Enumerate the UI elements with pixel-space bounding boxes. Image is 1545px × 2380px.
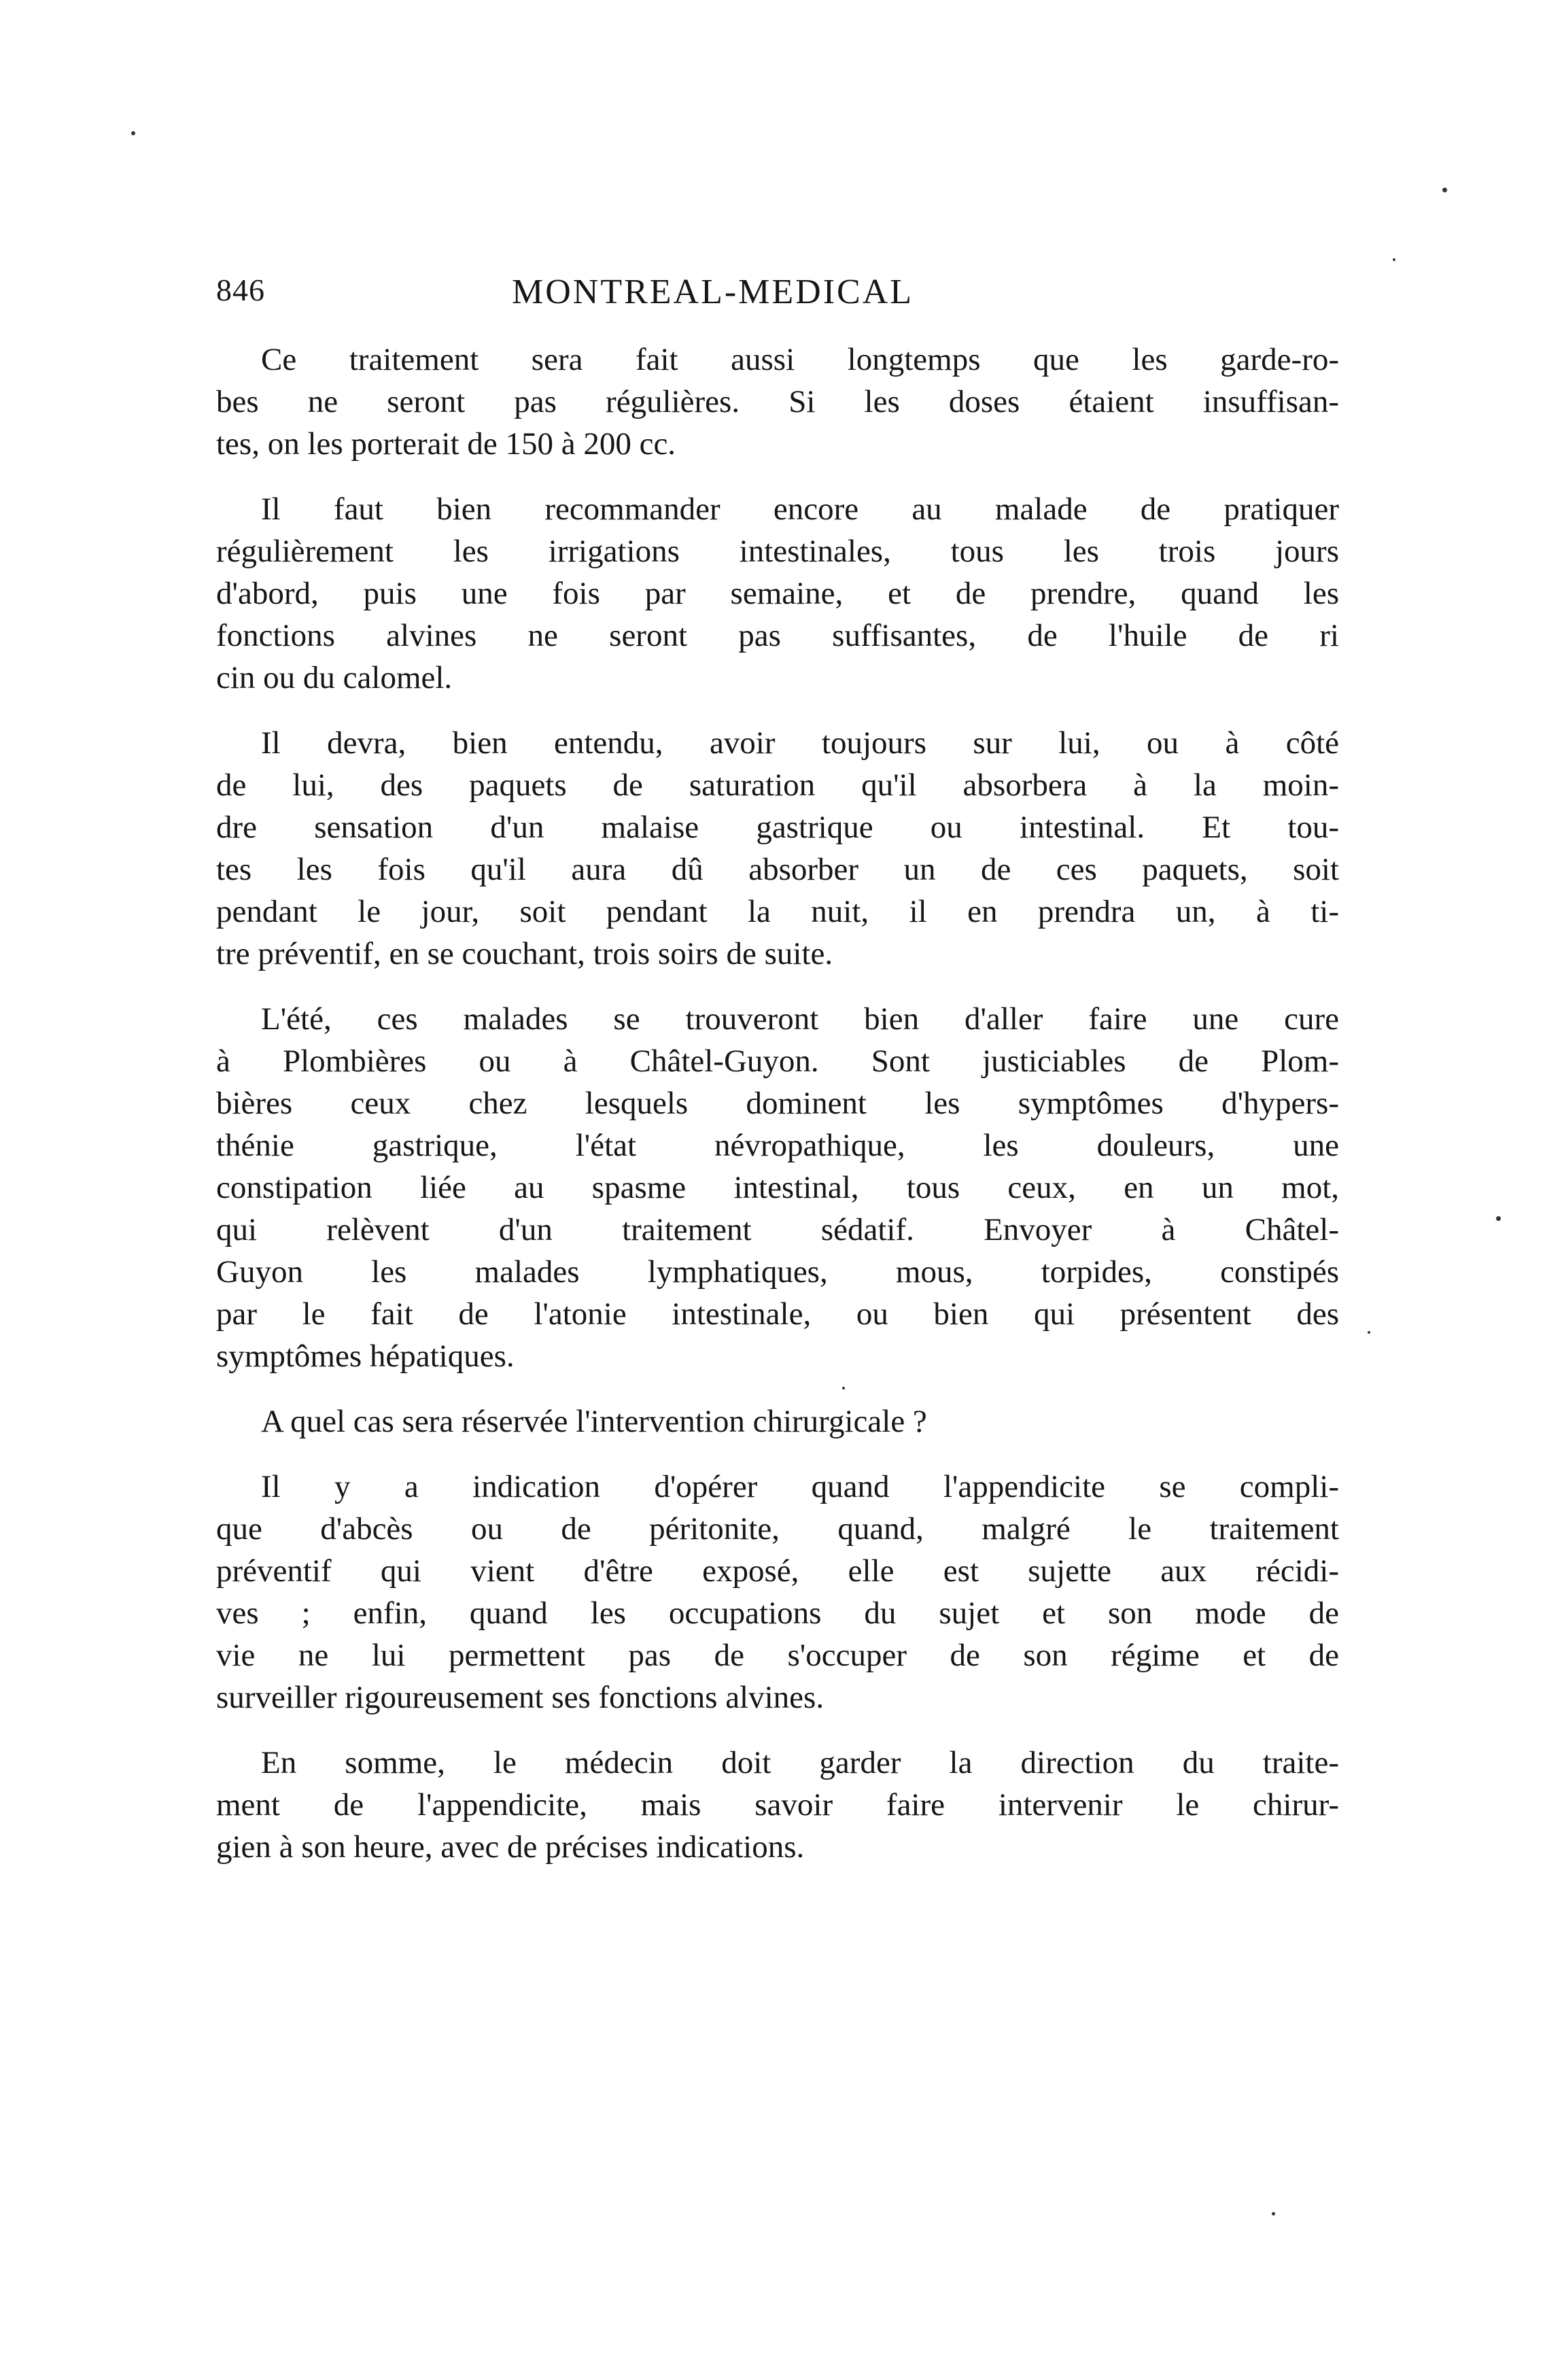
text-line: bières ceux chez lesquels dominent les symptômes d'hypers- bbox=[216, 1086, 1339, 1121]
text-line: gien à son heure, avec de précises indications. bbox=[216, 1829, 805, 1865]
text-line: Ce traitement sera fait aussi longtemps que les garde-ro- bbox=[261, 342, 1339, 377]
paragraph bbox=[216, 488, 1339, 699]
text-line: A quel cas sera réservée l'intervention chirurgicale ? bbox=[261, 1404, 927, 1439]
scan-speck bbox=[842, 1387, 845, 1390]
text-line: Il y a indication d'opérer quand l'appendicite se compli- bbox=[261, 1469, 1339, 1504]
text-line: fonctions alvines ne seront pas suffisantes, de l'huile de ri bbox=[216, 618, 1339, 653]
page-header bbox=[216, 272, 1338, 313]
text-line: tre préventif, en se couchant, trois soirs de suite. bbox=[216, 936, 833, 971]
scan-speck bbox=[1368, 1331, 1370, 1334]
running-title: MONTREAL-MEDICAL bbox=[512, 273, 914, 311]
scan-speck bbox=[1272, 2212, 1275, 2215]
page-number: 846 bbox=[216, 273, 265, 307]
paragraph bbox=[216, 339, 1339, 465]
paragraph bbox=[216, 998, 1339, 1377]
paragraph bbox=[216, 1466, 1339, 1719]
paragraph bbox=[216, 1742, 1339, 1868]
text-line: par le fait de l'atonie intestinale, ou bien qui présentent des bbox=[216, 1296, 1339, 1332]
text-line: régulièrement les irrigations intestinales, tous les trois jours bbox=[216, 534, 1339, 569]
text-line: L'été, ces malades se trouveront bien d'aller faire une cure bbox=[261, 1001, 1339, 1037]
text-line: que d'abcès ou de péritonite, quand, malgré le traitement bbox=[216, 1511, 1339, 1547]
text-line: qui relèvent d'un traitement sédatif. Envoyer à Châtel- bbox=[216, 1212, 1339, 1247]
text-line: d'abord, puis une fois par semaine, et de prendre, quand les bbox=[216, 576, 1339, 611]
body-text bbox=[216, 339, 1339, 1891]
text-line: thénie gastrique, l'état névropathique, les douleurs, une bbox=[216, 1128, 1339, 1163]
text-line: tes les fois qu'il aura dû absorber un de ces paquets, soit bbox=[216, 852, 1339, 887]
text-line: Il devra, bien entendu, avoir toujours sur lui, ou à côté bbox=[261, 725, 1339, 761]
text-line: de lui, des paquets de saturation qu'il absorbera à la moin- bbox=[216, 768, 1339, 803]
text-line: dre sensation d'un malaise gastrique ou intestinal. Et tou- bbox=[216, 810, 1339, 845]
scan-speck bbox=[1442, 188, 1447, 192]
scan-speck bbox=[1393, 258, 1395, 261]
text-line: à Plombières ou à Châtel-Guyon. Sont justiciables de Plom- bbox=[216, 1044, 1339, 1079]
paragraph bbox=[216, 1400, 1339, 1443]
text-line: ves ; enfin, quand les occupations du sujet et son mode de bbox=[216, 1596, 1339, 1631]
text-line: Guyon les malades lymphatiques, mous, torpides, constipés bbox=[216, 1254, 1339, 1290]
scan-speck bbox=[1496, 1216, 1501, 1221]
text-line: Il faut bien recommander encore au malade de pratiquer bbox=[261, 491, 1339, 527]
text-line: pendant le jour, soit pendant la nuit, il en prendra un, à ti- bbox=[216, 894, 1339, 929]
text-line: bes ne seront pas régulières. Si les doses étaient insuffisan- bbox=[216, 384, 1339, 419]
text-line: préventif qui vient d'être exposé, elle est sujette aux récidi- bbox=[216, 1553, 1339, 1589]
text-line: symptômes hépatiques. bbox=[216, 1339, 515, 1374]
text-line: En somme, le médecin doit garder la direction du traite- bbox=[261, 1745, 1339, 1780]
scan-speck bbox=[131, 131, 135, 135]
text-line: constipation liée au spasme intestinal, tous ceux, en un mot, bbox=[216, 1170, 1339, 1205]
text-line: tes, on les porterait de 150 à 200 cc. bbox=[216, 426, 676, 462]
text-line: surveiller rigoureusement ses fonctions alvines. bbox=[216, 1680, 824, 1715]
text-line: cin ou du calomel. bbox=[216, 660, 453, 695]
text-line: vie ne lui permettent pas de s'occuper de son régime et de bbox=[216, 1638, 1339, 1673]
text-line: ment de l'appendicite, mais savoir faire intervenir le chirur- bbox=[216, 1787, 1339, 1823]
paragraph bbox=[216, 722, 1339, 975]
